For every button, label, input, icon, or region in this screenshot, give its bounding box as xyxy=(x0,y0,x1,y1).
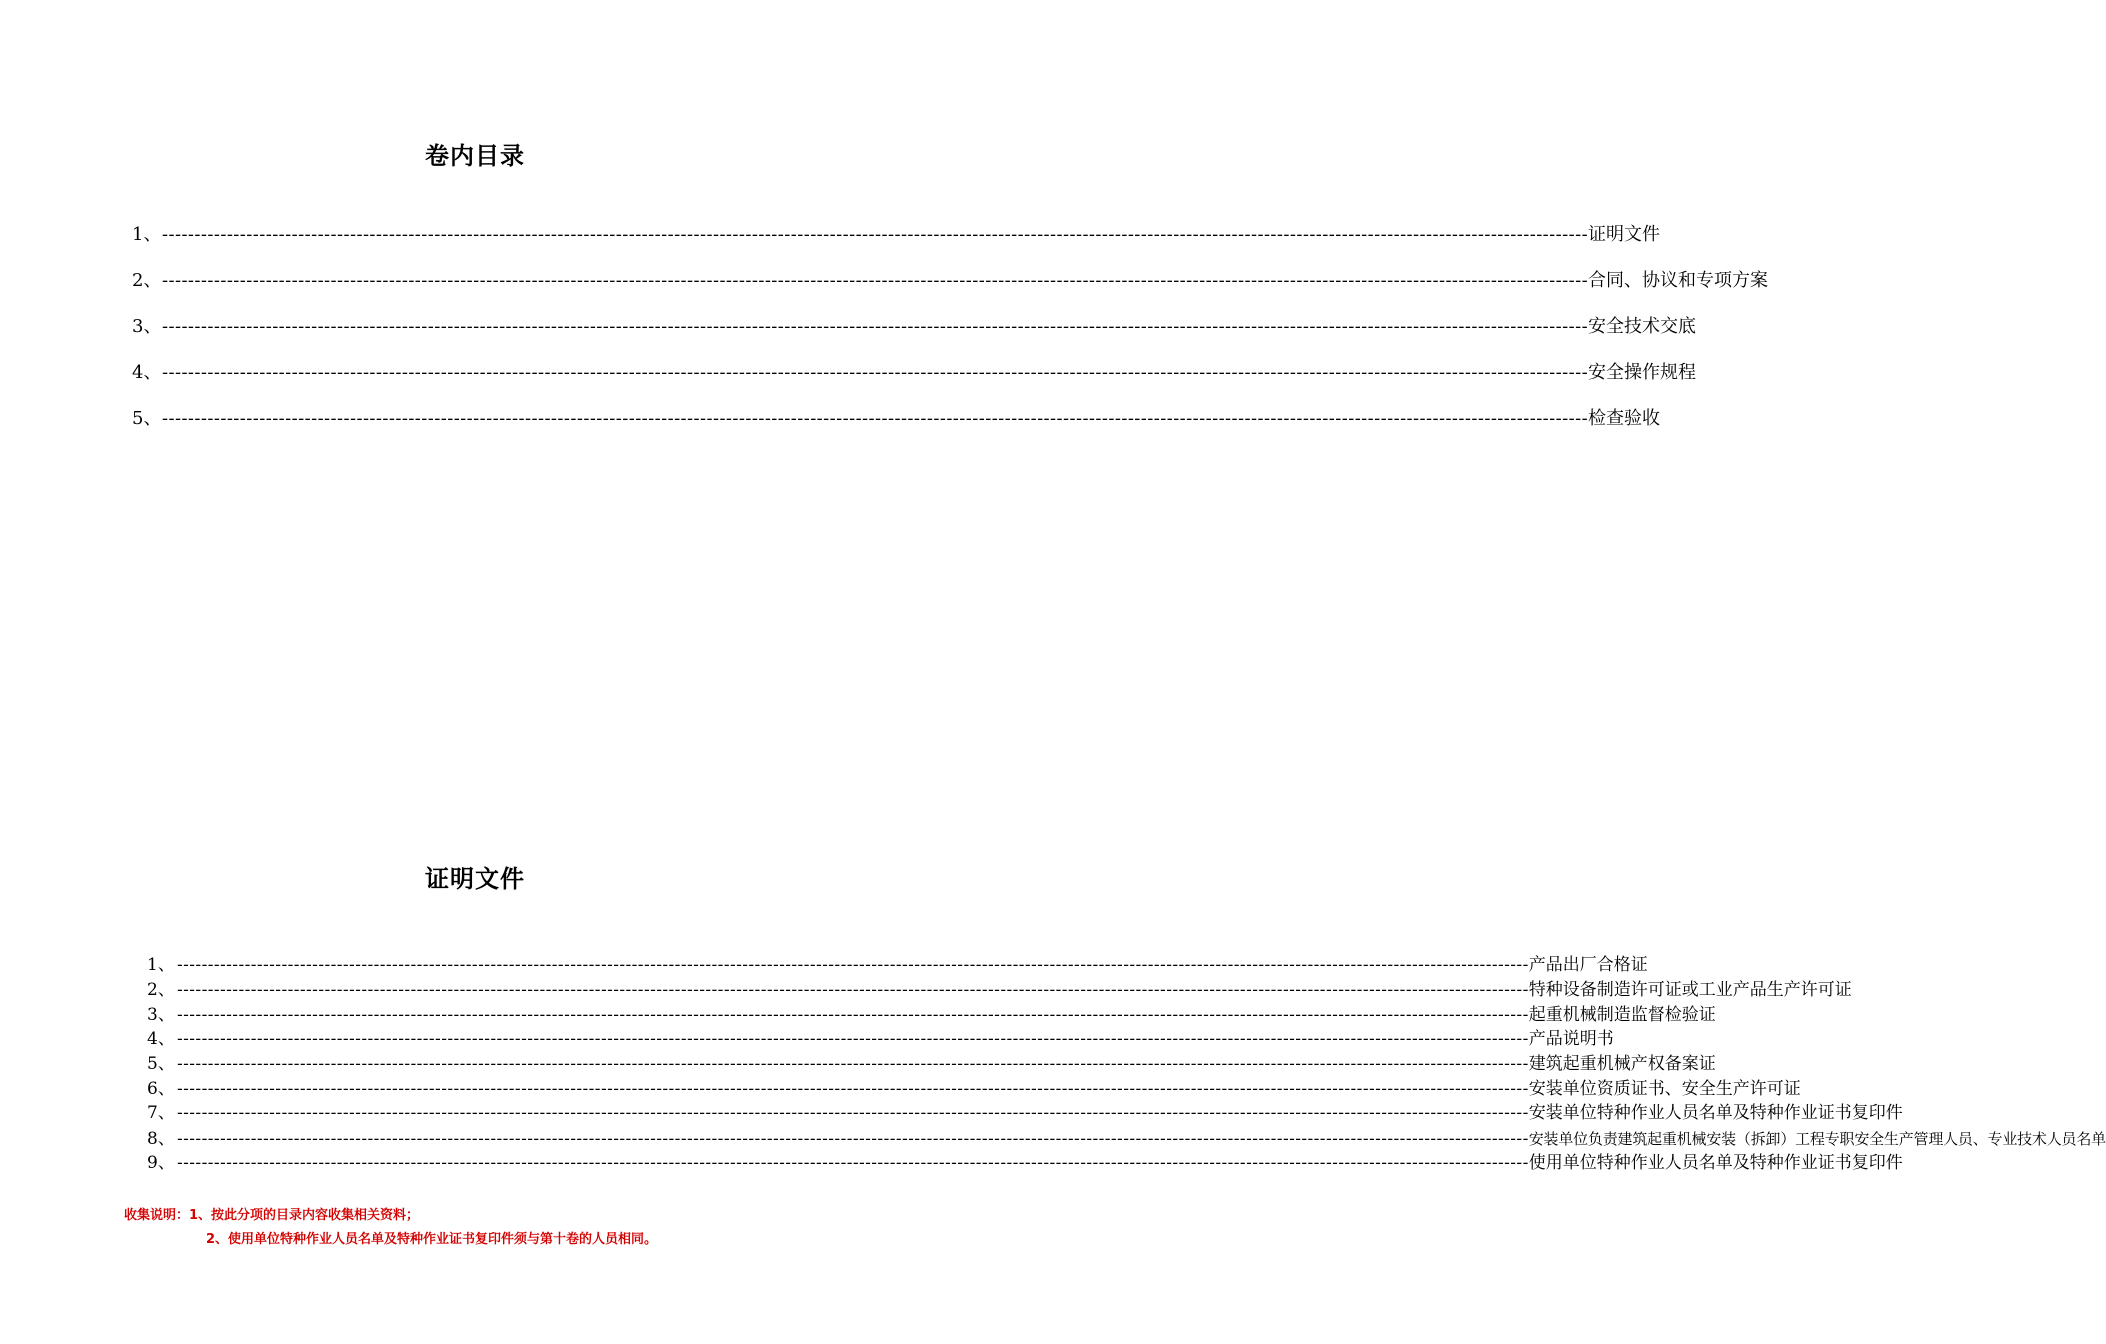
dot-leader: ---------------------------------------------------------------------------------------------------------------------------------------------------------------------------------------------------------------------------- xyxy=(162,224,1589,245)
certificate-item xyxy=(147,1077,1801,1101)
toc-item-label: 检查验收 xyxy=(1588,408,1661,429)
toc-item xyxy=(132,406,1661,432)
dot-leader: ---------------------------------------------------------------------------------------------------------------------------------------------------------------------------------------------------------------------------- xyxy=(177,955,1529,975)
toc-item-label: 证明文件 xyxy=(1588,224,1661,245)
certificate-item-number: 2、 xyxy=(147,980,175,1000)
certificate-item-label: 使用单位特种作业人员名单及特种作业证书复印件 xyxy=(1528,1153,1903,1173)
toc-title: 卷内目录 xyxy=(425,141,525,170)
certificate-item-number: 1、 xyxy=(147,955,175,975)
certificate-item-number: 6、 xyxy=(147,1079,175,1099)
certificate-item-label: 起重机械制造监督检验证 xyxy=(1528,1005,1716,1025)
toc-item xyxy=(132,360,1697,386)
certificate-item-number: 9、 xyxy=(147,1153,175,1173)
dot-leader: ---------------------------------------------------------------------------------------------------------------------------------------------------------------------------------------------------------------------------- xyxy=(177,980,1529,1000)
certificate-item xyxy=(147,1052,1716,1076)
certificate-item-label: 产品说明书 xyxy=(1528,1029,1614,1049)
dot-leader: ---------------------------------------------------------------------------------------------------------------------------------------------------------------------------------------------------------------------------- xyxy=(177,1005,1529,1025)
certificates-title: 证明文件 xyxy=(425,864,525,893)
dot-leader: ---------------------------------------------------------------------------------------------------------------------------------------------------------------------------------------------------------------------------- xyxy=(177,1129,1529,1149)
dot-leader: ---------------------------------------------------------------------------------------------------------------------------------------------------------------------------------------------------------------------------- xyxy=(162,316,1589,337)
toc-item-number: 4、 xyxy=(132,362,162,383)
certificate-item-label: 安装单位特种作业人员名单及特种作业证书复印件 xyxy=(1528,1103,1903,1123)
dot-leader: ---------------------------------------------------------------------------------------------------------------------------------------------------------------------------------------------------------------------------- xyxy=(162,362,1589,383)
dot-leader: ---------------------------------------------------------------------------------------------------------------------------------------------------------------------------------------------------------------------------- xyxy=(162,408,1589,429)
dot-leader: ---------------------------------------------------------------------------------------------------------------------------------------------------------------------------------------------------------------------------- xyxy=(177,1153,1529,1173)
certificate-item-number: 3、 xyxy=(147,1005,175,1025)
toc-item-label: 安全技术交底 xyxy=(1588,316,1697,337)
certificate-item-number: 7、 xyxy=(147,1103,175,1123)
certificate-item-label: 特种设备制造许可证或工业产品生产许可证 xyxy=(1528,980,1852,1000)
collection-note-line-2: 2、使用单位特种作业人员名单及特种作业证书复印件须与第十卷的人员相同。 xyxy=(206,1232,658,1247)
certificate-item xyxy=(147,1101,1903,1125)
toc-item-number: 5、 xyxy=(132,408,162,429)
toc-item-label: 合同、协议和专项方案 xyxy=(1588,270,1769,291)
certificate-item-label: 安装单位负责建筑起重机械安装（拆卸）工程专职安全生产管理人员、专业技术人员名单 xyxy=(1528,1130,2106,1148)
toc-item-number: 3、 xyxy=(132,316,162,337)
dot-leader: ---------------------------------------------------------------------------------------------------------------------------------------------------------------------------------------------------------------------------- xyxy=(177,1079,1529,1099)
dot-leader: ---------------------------------------------------------------------------------------------------------------------------------------------------------------------------------------------------------------------------- xyxy=(177,1103,1529,1123)
collection-note-line-1: 收集说明：1、按此分项的目录内容收集相关资料； xyxy=(124,1208,420,1223)
certificate-item xyxy=(147,978,1852,1002)
dot-leader: ---------------------------------------------------------------------------------------------------------------------------------------------------------------------------------------------------------------------------- xyxy=(162,270,1589,291)
certificate-item-number: 5、 xyxy=(147,1054,175,1074)
certificate-item xyxy=(147,1027,1614,1051)
certificate-item-number: 8、 xyxy=(147,1129,175,1149)
dot-leader: ---------------------------------------------------------------------------------------------------------------------------------------------------------------------------------------------------------------------------- xyxy=(177,1029,1529,1049)
certificate-item-label: 建筑起重机械产权备案证 xyxy=(1528,1054,1716,1074)
certificate-item-label: 安装单位资质证书、安全生产许可证 xyxy=(1528,1079,1801,1099)
certificate-item xyxy=(147,953,1648,977)
toc-item xyxy=(132,222,1661,248)
dot-leader: ---------------------------------------------------------------------------------------------------------------------------------------------------------------------------------------------------------------------------- xyxy=(177,1054,1529,1074)
toc-item xyxy=(132,314,1697,340)
certificate-item-label: 产品出厂合格证 xyxy=(1528,955,1648,975)
certificate-item-number: 4、 xyxy=(147,1029,175,1049)
toc-item xyxy=(132,268,1769,294)
toc-item-label: 安全操作规程 xyxy=(1588,362,1697,383)
certificate-item xyxy=(147,1003,1716,1027)
toc-item-number: 1、 xyxy=(132,224,162,245)
certificate-item xyxy=(147,1151,1903,1175)
toc-item-number: 2、 xyxy=(132,270,162,291)
certificate-item xyxy=(147,1127,2106,1151)
